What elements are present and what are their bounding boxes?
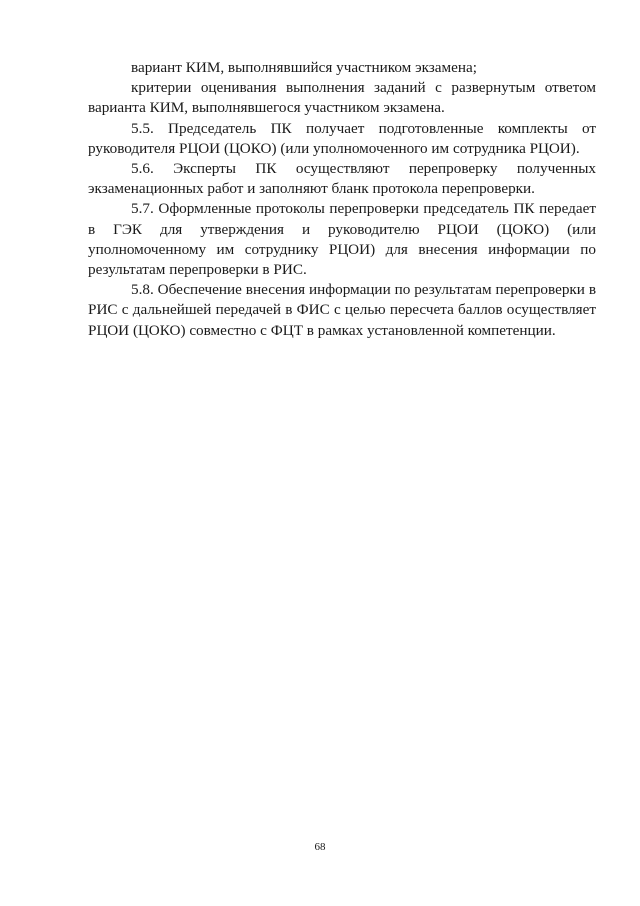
paragraph-5-6: 5.6. Эксперты ПК осуществляют перепроверку полученных экзаменационных работ и заполняют бланк протокола перепроверки. [88, 160, 596, 198]
paragraph-5-5: 5.5. Председатель ПК получает подготовленные комплекты от руководителя РЦОИ (ЦОКО) (или уполномоченного им сотрудника РЦОИ). [88, 119, 596, 157]
paragraph-evaluation-criteria: критерии оценивания выполнения заданий с развернутым ответом варианта КИМ, выполнявшегося участником экзамена. [88, 79, 596, 117]
document-body [88, 58, 596, 341]
paragraph-5-8: 5.8. Обеспечение внесения информации по результатам перепроверки в РИС с дальнейшей передачей в ФИС с целью пересчета баллов осуществляет РЦОИ (ЦОКО) совместно с ФЦТ в рамках установленной компетенции. [88, 281, 596, 339]
paragraph-kim-variant: вариант КИМ, выполнявшийся участником экзамена; [131, 59, 477, 76]
page-number: 68 [314, 841, 326, 853]
paragraph-5-7: 5.7. Оформленные протоколы перепроверки председатель ПК передает в ГЭК для утверждения и руководителю РЦОИ (ЦОКО) (или уполномоченному им сотруднику РЦОИ) для внесения информации по результатам перепроверки в РИС. [88, 200, 596, 279]
